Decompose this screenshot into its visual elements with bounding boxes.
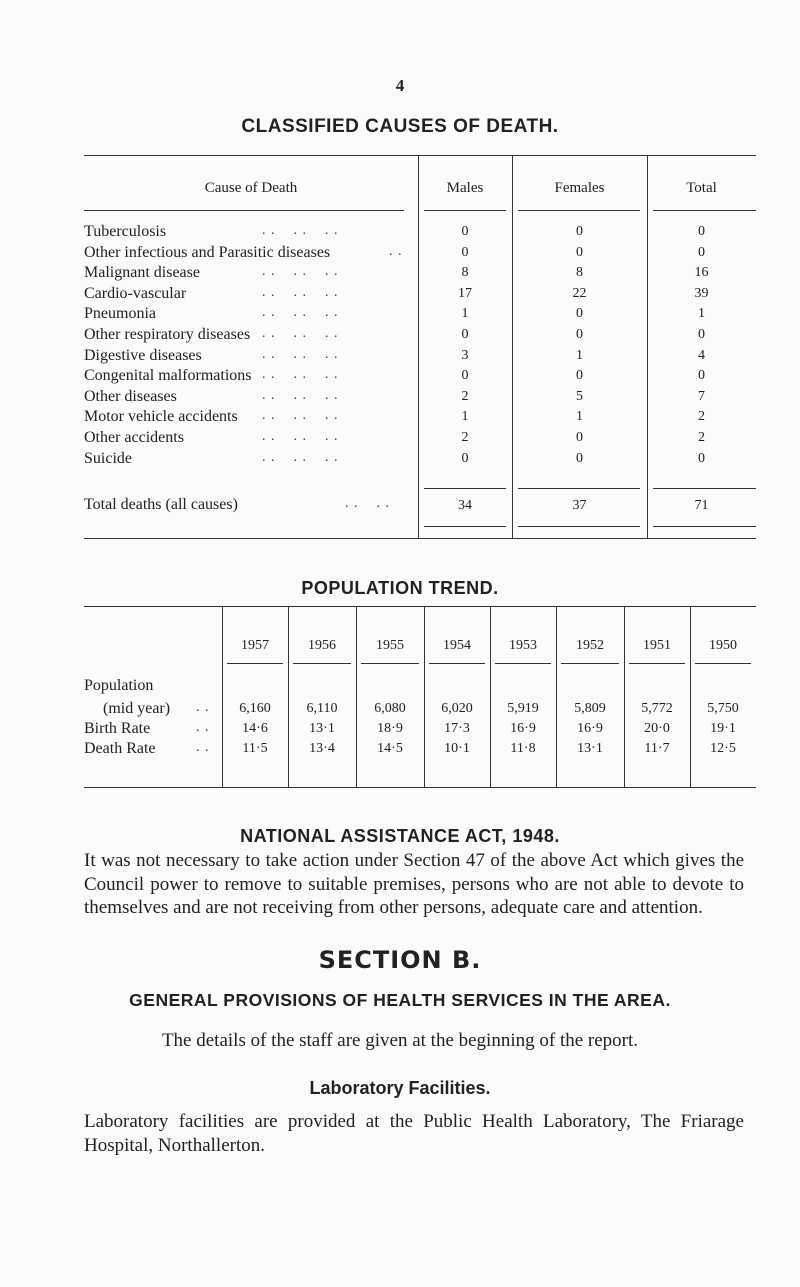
- cause-label: Motor vehicle accidents: [84, 408, 238, 426]
- pop-value: 6,080: [374, 701, 406, 716]
- cause-label: Pneumonia: [84, 305, 156, 323]
- cause-total: 1: [698, 306, 705, 322]
- pop-value: 13·1: [577, 741, 603, 756]
- pop-value: 17·3: [444, 721, 470, 736]
- cause-total: 0: [698, 244, 705, 260]
- cause-males: 0: [461, 244, 469, 260]
- pop-value: 14·5: [377, 741, 403, 756]
- cause-total: 16: [694, 265, 709, 281]
- cause-males: 0: [461, 450, 469, 466]
- pop-value: 11·8: [510, 741, 536, 756]
- dot-leader: . .: [389, 243, 403, 259]
- cause-males: 1: [461, 306, 469, 322]
- pop-value: 11·7: [644, 741, 670, 756]
- pop-year-header: 1954: [443, 638, 471, 653]
- dot-leader: . . . . . .: [262, 305, 339, 321]
- header-males: Males: [446, 180, 484, 196]
- cause-males: 2: [461, 388, 469, 404]
- dot-leader: . . . . . .: [262, 284, 339, 300]
- cause-label: Suicide: [84, 449, 132, 467]
- pop-value: 16·9: [510, 721, 536, 736]
- cause-females: 1: [576, 409, 583, 425]
- cause-total: 4: [698, 347, 705, 363]
- birth-rate-label: Birth Rate: [84, 720, 151, 737]
- pop-value: 5,919: [507, 701, 539, 716]
- cause-females: 5: [576, 388, 583, 404]
- pop-value: 10·1: [444, 741, 470, 756]
- cause-total: 7: [698, 388, 705, 404]
- pop-value: 18·9: [377, 721, 403, 736]
- page-number: 4: [395, 76, 405, 95]
- staff-text: The details of the staff are given at the beginning of the report.: [161, 1030, 639, 1051]
- cause-total: 0: [698, 224, 705, 239]
- na-title: NATIONAL ASSISTANCE ACT, 1948.: [240, 826, 560, 846]
- total-females: 37: [572, 498, 587, 513]
- cause-males: 8: [461, 265, 469, 281]
- cause-total: 0: [698, 327, 705, 342]
- population-title: POPULATION TREND.: [301, 578, 499, 598]
- header-total: Total: [686, 180, 717, 196]
- cause-label: Other diseases: [84, 387, 177, 405]
- dot-leader: . . . . . .: [262, 264, 339, 280]
- pop-year-header: 1955: [376, 638, 404, 653]
- cause-label: Malignant disease: [84, 264, 200, 282]
- lab-title: Laboratory Facilities.: [309, 1078, 491, 1098]
- cause-label: Cardio-vascular: [84, 284, 187, 302]
- section-b-title: SECTION B.: [318, 946, 482, 974]
- dot-leader: . . . . . .: [262, 223, 339, 238]
- header-females: Females: [554, 180, 605, 196]
- pop-value: 13·4: [309, 741, 335, 756]
- cause-females: 22: [572, 285, 587, 301]
- cause-males: 17: [458, 285, 472, 301]
- cause-females: 0: [576, 306, 583, 322]
- total-row-label: Total deaths (all causes): [84, 496, 238, 513]
- pop-value: 5,750: [707, 701, 739, 716]
- pop-year-header: 1953: [509, 638, 537, 653]
- header-cause: Cause of Death: [204, 180, 298, 196]
- total-total: 71: [694, 498, 709, 513]
- cause-label: Tuberculosis: [84, 223, 167, 240]
- pop-value: 6,020: [441, 701, 473, 716]
- cause-total: 39: [694, 285, 709, 301]
- cause-females: 0: [576, 450, 583, 466]
- pop-year-header: 1956: [308, 638, 336, 653]
- cause-males: 0: [461, 327, 469, 342]
- pop-value: 19·1: [710, 721, 736, 736]
- total-males: 34: [458, 498, 472, 513]
- pop-value: 14·6: [242, 721, 268, 736]
- pop-value: 13·1: [309, 721, 335, 736]
- death-rate-label: Death Rate: [84, 740, 156, 757]
- cause-females: 1: [576, 347, 583, 363]
- na-text: It was not necessary to take action under Section 47 of the above Act which gives the Council power to remove to suitable premises, persons who are not able to devote to themselves and are not receiving from other persons, adequate care and attention.: [84, 850, 744, 918]
- cause-males: 1: [461, 409, 469, 425]
- causes-title: CLASSIFIED CAUSES OF DEATH.: [241, 116, 559, 137]
- cause-total: 2: [698, 409, 705, 425]
- cause-males: 0: [461, 368, 469, 384]
- pop-value: 12·5: [710, 741, 736, 756]
- pop-value: 11·5: [242, 741, 268, 756]
- cause-label: Digestive diseases: [84, 346, 202, 364]
- cause-females: 0: [576, 224, 583, 239]
- pop-row-label: (mid year): [103, 700, 171, 717]
- dot-leader: . . . . . .: [262, 429, 339, 444]
- pop-value: 6,160: [239, 701, 271, 716]
- pop-value: 16·9: [577, 721, 603, 736]
- cause-males: 0: [461, 224, 469, 239]
- pop-value: 5,809: [574, 701, 606, 716]
- pop-year-header: 1950: [709, 638, 737, 653]
- cause-total: 0: [698, 368, 705, 384]
- cause-females: 0: [576, 368, 583, 384]
- pop-row-label-line1: Population: [84, 677, 154, 694]
- cause-total: 0: [698, 450, 705, 466]
- pop-value: 20·0: [644, 721, 670, 736]
- lab-text: Laboratory facilities are provided at the Public Health Laboratory, The Friarage Hospital, Northallerton.: [84, 1111, 744, 1156]
- pop-value: 5,772: [641, 701, 673, 716]
- dot-leader: . . . . . .: [262, 449, 339, 465]
- cause-females: 8: [576, 265, 583, 281]
- section-b-subtitle: GENERAL PROVISIONS OF HEALTH SERVICES IN THE AREA.: [129, 990, 671, 1010]
- cause-females: 0: [576, 327, 583, 342]
- cause-label: Other respiratory diseases: [84, 326, 251, 343]
- pop-year-header: 1952: [576, 638, 604, 653]
- dot-leader: . . . . . .: [262, 367, 339, 383]
- pop-year-header: 1957: [241, 638, 269, 653]
- cause-females: 0: [576, 430, 583, 445]
- cause-total: 2: [698, 430, 705, 445]
- dot-leader: . . . . . .: [262, 408, 339, 424]
- pop-value: 6,110: [306, 701, 338, 716]
- dot-leader: . . . . . .: [262, 387, 339, 403]
- dot-leader: . . . . . .: [262, 346, 339, 362]
- cause-males: 3: [461, 347, 469, 363]
- pop-year-header: 1951: [643, 638, 671, 653]
- dot-leader: . . . . . .: [262, 326, 339, 341]
- cause-label: Other infectious and Parasitic diseases: [84, 243, 331, 261]
- cause-females: 0: [576, 244, 583, 260]
- cause-label: Other accidents: [84, 429, 184, 446]
- cause-males: 2: [461, 430, 469, 445]
- cause-label: Congenital malformations: [84, 367, 252, 385]
